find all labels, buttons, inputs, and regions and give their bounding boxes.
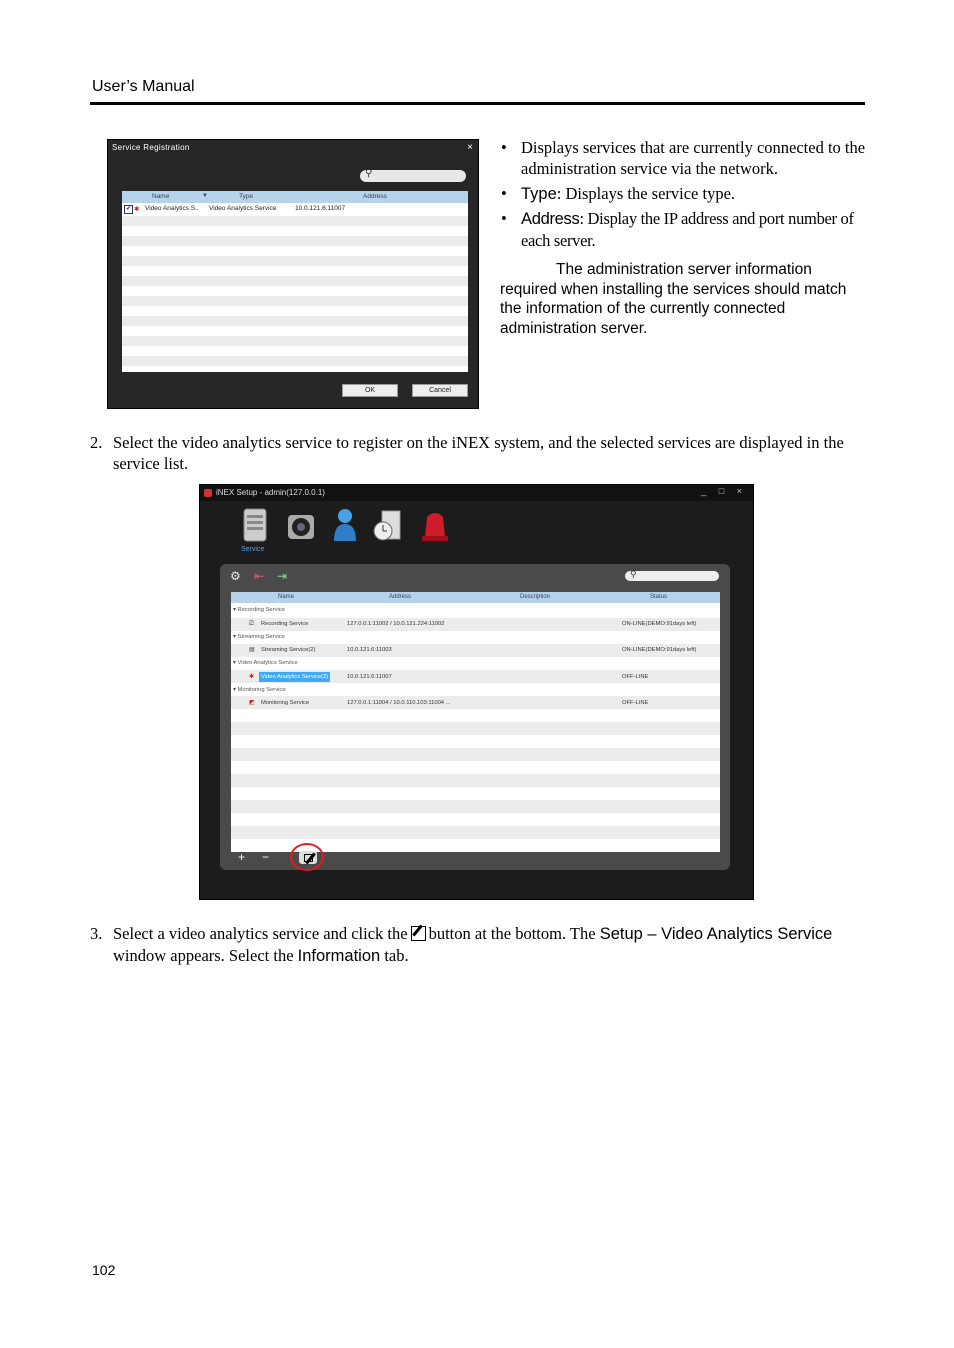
search-input[interactable]: [625, 571, 719, 581]
group-row[interactable]: ▾ Video Analytics Service: [233, 660, 298, 666]
logout-icon[interactable]: ⇤: [254, 569, 265, 583]
running-header: User’s Manual: [92, 78, 195, 95]
service-registration-dialog: [107, 139, 479, 409]
table-header: [122, 191, 468, 203]
close-icon[interactable]: ×: [467, 142, 473, 153]
va-service-icon: ✱: [134, 206, 140, 213]
search-input[interactable]: [360, 170, 466, 182]
column-name[interactable]: Name: [278, 594, 295, 600]
user-tab-icon[interactable]: [330, 507, 360, 543]
ok-button[interactable]: OK: [342, 384, 398, 397]
column-type[interactable]: Type: [239, 193, 254, 200]
service-tab-icon[interactable]: [241, 507, 271, 543]
streaming-icon: ▤: [249, 647, 255, 653]
app-icon: [204, 489, 212, 497]
service-table: [122, 191, 468, 372]
service-list: [231, 592, 720, 852]
table-row[interactable]: [122, 204, 468, 214]
cancel-button[interactable]: Cancel: [412, 384, 468, 397]
gear-icon[interactable]: ⚙: [230, 569, 241, 583]
row-address: 10.0.121.6:11007: [295, 205, 346, 212]
add-button[interactable]: +: [238, 850, 246, 864]
recording-icon: ⎚: [249, 621, 254, 627]
header-rule: [90, 102, 865, 105]
column-description[interactable]: Description: [520, 594, 551, 600]
camera-tab-icon[interactable]: [286, 507, 316, 543]
group-row[interactable]: ▾ Streaming Service: [233, 634, 285, 640]
alarm-tab-icon[interactable]: [420, 507, 450, 543]
group-row[interactable]: ▾ Monitoring Service: [233, 687, 286, 693]
page-number: 102: [92, 1262, 116, 1278]
bullet-1: • Displays services that are currently connected to the administration service via the network.: [501, 138, 866, 178]
schedule-tab-icon[interactable]: [372, 507, 402, 543]
search-icon: ⚲: [630, 569, 637, 579]
column-status[interactable]: Status: [650, 594, 668, 600]
row-name: Video Analytics S..: [145, 205, 199, 212]
row-checkbox[interactable]: ✔: [125, 206, 132, 212]
list-header: [231, 592, 720, 603]
table-row[interactable]: ⎚ Recording Service 127.0.0.1:11002 / 10.0.121.224:11002 ON-LINE(DEMO:91days left): [249, 621, 697, 627]
highlight-circle: [290, 843, 324, 871]
title-bar: [200, 485, 753, 501]
column-address[interactable]: Address: [389, 594, 412, 600]
bullet-2: • Type: Displays the service type.: [501, 184, 736, 203]
table-row[interactable]: ▤ Streaming Service(2) 10.0.121.6:11003 ON-LINE(DEMO:91days left): [249, 647, 697, 653]
service-tab-label[interactable]: Service: [241, 546, 265, 553]
service-panel: [220, 564, 730, 870]
bullet-3: • Address: Display the IP address and port number of each server.: [501, 209, 854, 250]
table-row-selected[interactable]: ✱ Video Analytics Service(2) 10.0.121.6:11007 OFF-LINE: [249, 674, 649, 680]
inex-setup-window: [199, 484, 754, 900]
va-service-icon: ✱: [249, 674, 254, 680]
table-row[interactable]: ◩ Monitoring Service 127.0.0.1:11004 / 10.0.110.103:11004 ... OFF-LINE: [249, 700, 649, 706]
search-icon: ⚲: [365, 168, 373, 179]
edit-icon: [411, 926, 426, 941]
window-title: iNEX Setup - admin(127.0.0.1): [216, 488, 325, 497]
group-row[interactable]: ▾ Recording Service: [233, 607, 285, 613]
monitoring-icon: ◩: [249, 700, 255, 706]
column-name[interactable]: Name: [152, 193, 170, 200]
step-3-number: 3.: [90, 924, 103, 943]
remove-button[interactable]: −: [262, 850, 270, 864]
step-3-text: Select a video analytics service and click the button at the bottom. The Setup – Video Analytics Service window appears. Select the Information tab.: [113, 924, 833, 965]
dialog-title: Service Registration: [112, 143, 190, 152]
login-icon[interactable]: ⇥: [277, 569, 288, 583]
window-controls[interactable]: _ □ ×: [701, 486, 747, 496]
column-address[interactable]: Address: [363, 193, 387, 200]
sort-icon: ▼: [202, 193, 208, 199]
note-text: The administration server information required when installing the services should match the information of the currently connected administration server.: [500, 261, 847, 337]
step-2-text: Select the video analytics service to register on the iNEX system, and the selected services are displayed in the service list.: [113, 433, 844, 473]
step-2-number: 2.: [90, 433, 103, 452]
row-type: Video Analytics Service: [209, 205, 277, 212]
